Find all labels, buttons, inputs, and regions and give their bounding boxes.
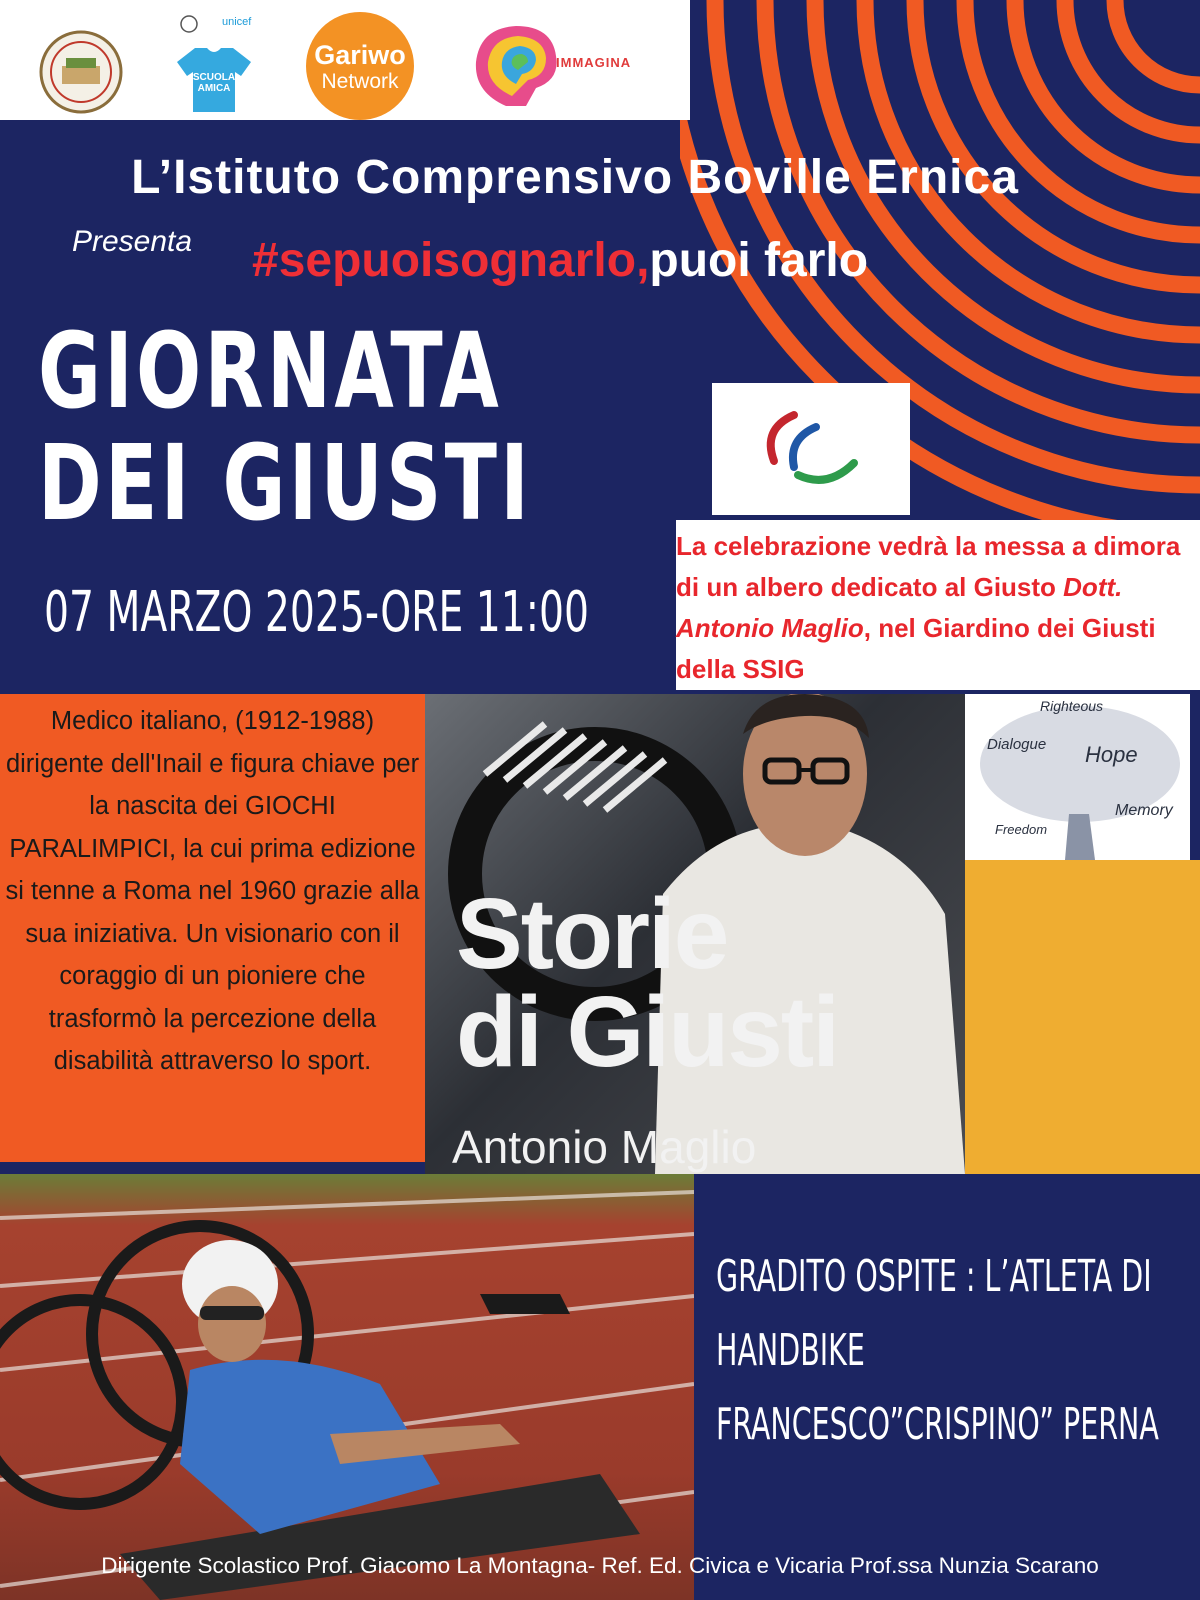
event-title-line2: DEI GIUSTI (38, 422, 533, 544)
footer-credits: Dirigente Scolastico Prof. Giacomo La Montagna- Ref. Ed. Civica e Vicaria Prof.ssa Nunzia Scarano (101, 1553, 1099, 1578)
unicef-label: unicef (222, 16, 252, 28)
event-title (38, 310, 533, 544)
immagina-label: IMMAGINA (556, 55, 632, 70)
celebration-part2: , nel Giardino dei Giusti della SSIG (676, 613, 1156, 684)
celebration-paragraph (676, 526, 1200, 690)
ministry-emblem-icon (178, 14, 200, 34)
logo-strip (0, 0, 690, 120)
institute-title: L’Istituto Comprensivo Boville Ernica (131, 151, 1019, 204)
photo-yellow-panel (965, 860, 1200, 1174)
biography-box (0, 694, 425, 1162)
photo-title (456, 878, 838, 1088)
photo-title-line1: Storie (456, 878, 728, 990)
event-date: 07 MARZO 2025-ORE 11:00 (44, 580, 590, 645)
event-title-line1: GIORNATA (38, 310, 503, 432)
word-tree-image (965, 694, 1190, 860)
photo-title-line2: di Giusti (456, 976, 838, 1088)
network-label: Network (321, 70, 399, 93)
scuola-amica-label: SCUOLA AMICA (192, 72, 236, 94)
hashtag-red: #sepuoisognarlo, (252, 234, 650, 287)
hashtag-slogan (252, 233, 868, 288)
guest-line2: HANDBIKE (716, 1325, 865, 1376)
photo-subtitle: Antonio Maglio (452, 1121, 757, 1173)
gariwo-label: Gariwo (314, 40, 406, 70)
tree-word-1: Righteous (1040, 698, 1104, 714)
guest-line1: GRADITO OSPITE : L’ATLETA DI (716, 1251, 1152, 1302)
paralympic-logo-box (712, 383, 910, 515)
hashtag-white: puoi farlo (649, 234, 869, 287)
school-emblem-logo (32, 28, 130, 116)
tree-word-2: Hope (1085, 742, 1138, 767)
guest-text (716, 1240, 1159, 1462)
gariwo-network-logo (306, 12, 414, 120)
guest-line3: FRANCESCO”CRISPINO” PERNA (716, 1399, 1159, 1450)
tree-word-4: Dialogue (987, 736, 1047, 753)
guest-info-box (694, 1190, 1191, 1600)
biography-text: Medico italiano, (1912-1988) dirigente dell'Inail e figura chiave per la nascita dei GIOCHI PARALIMPICI, la cui prima edizione si tenne a Roma nel 1960 grazie alla sua iniziativa. Un visionario con il coraggio di un pioniere che trasformò la percezione della disabilità attraverso lo sport. (5, 707, 420, 1075)
celebration-honoree-name: Dott. Antonio Maglio (676, 572, 1123, 643)
paralympic-agitos-icon (712, 383, 910, 515)
handbike-athlete-illustration (0, 1174, 694, 1600)
tree-word-3: Memory (1115, 802, 1173, 819)
tree-word-5: Freedom (995, 822, 1048, 837)
celebration-text-box (676, 520, 1200, 690)
athlete-handbike-photo (0, 1174, 694, 1600)
immagina-rainbow-head-logo (466, 22, 562, 108)
presenta-label: Presenta (72, 225, 193, 258)
celebration-part1: La celebrazione vedrà la messa a dimora di un albero dedicato al Giusto (676, 531, 1181, 602)
